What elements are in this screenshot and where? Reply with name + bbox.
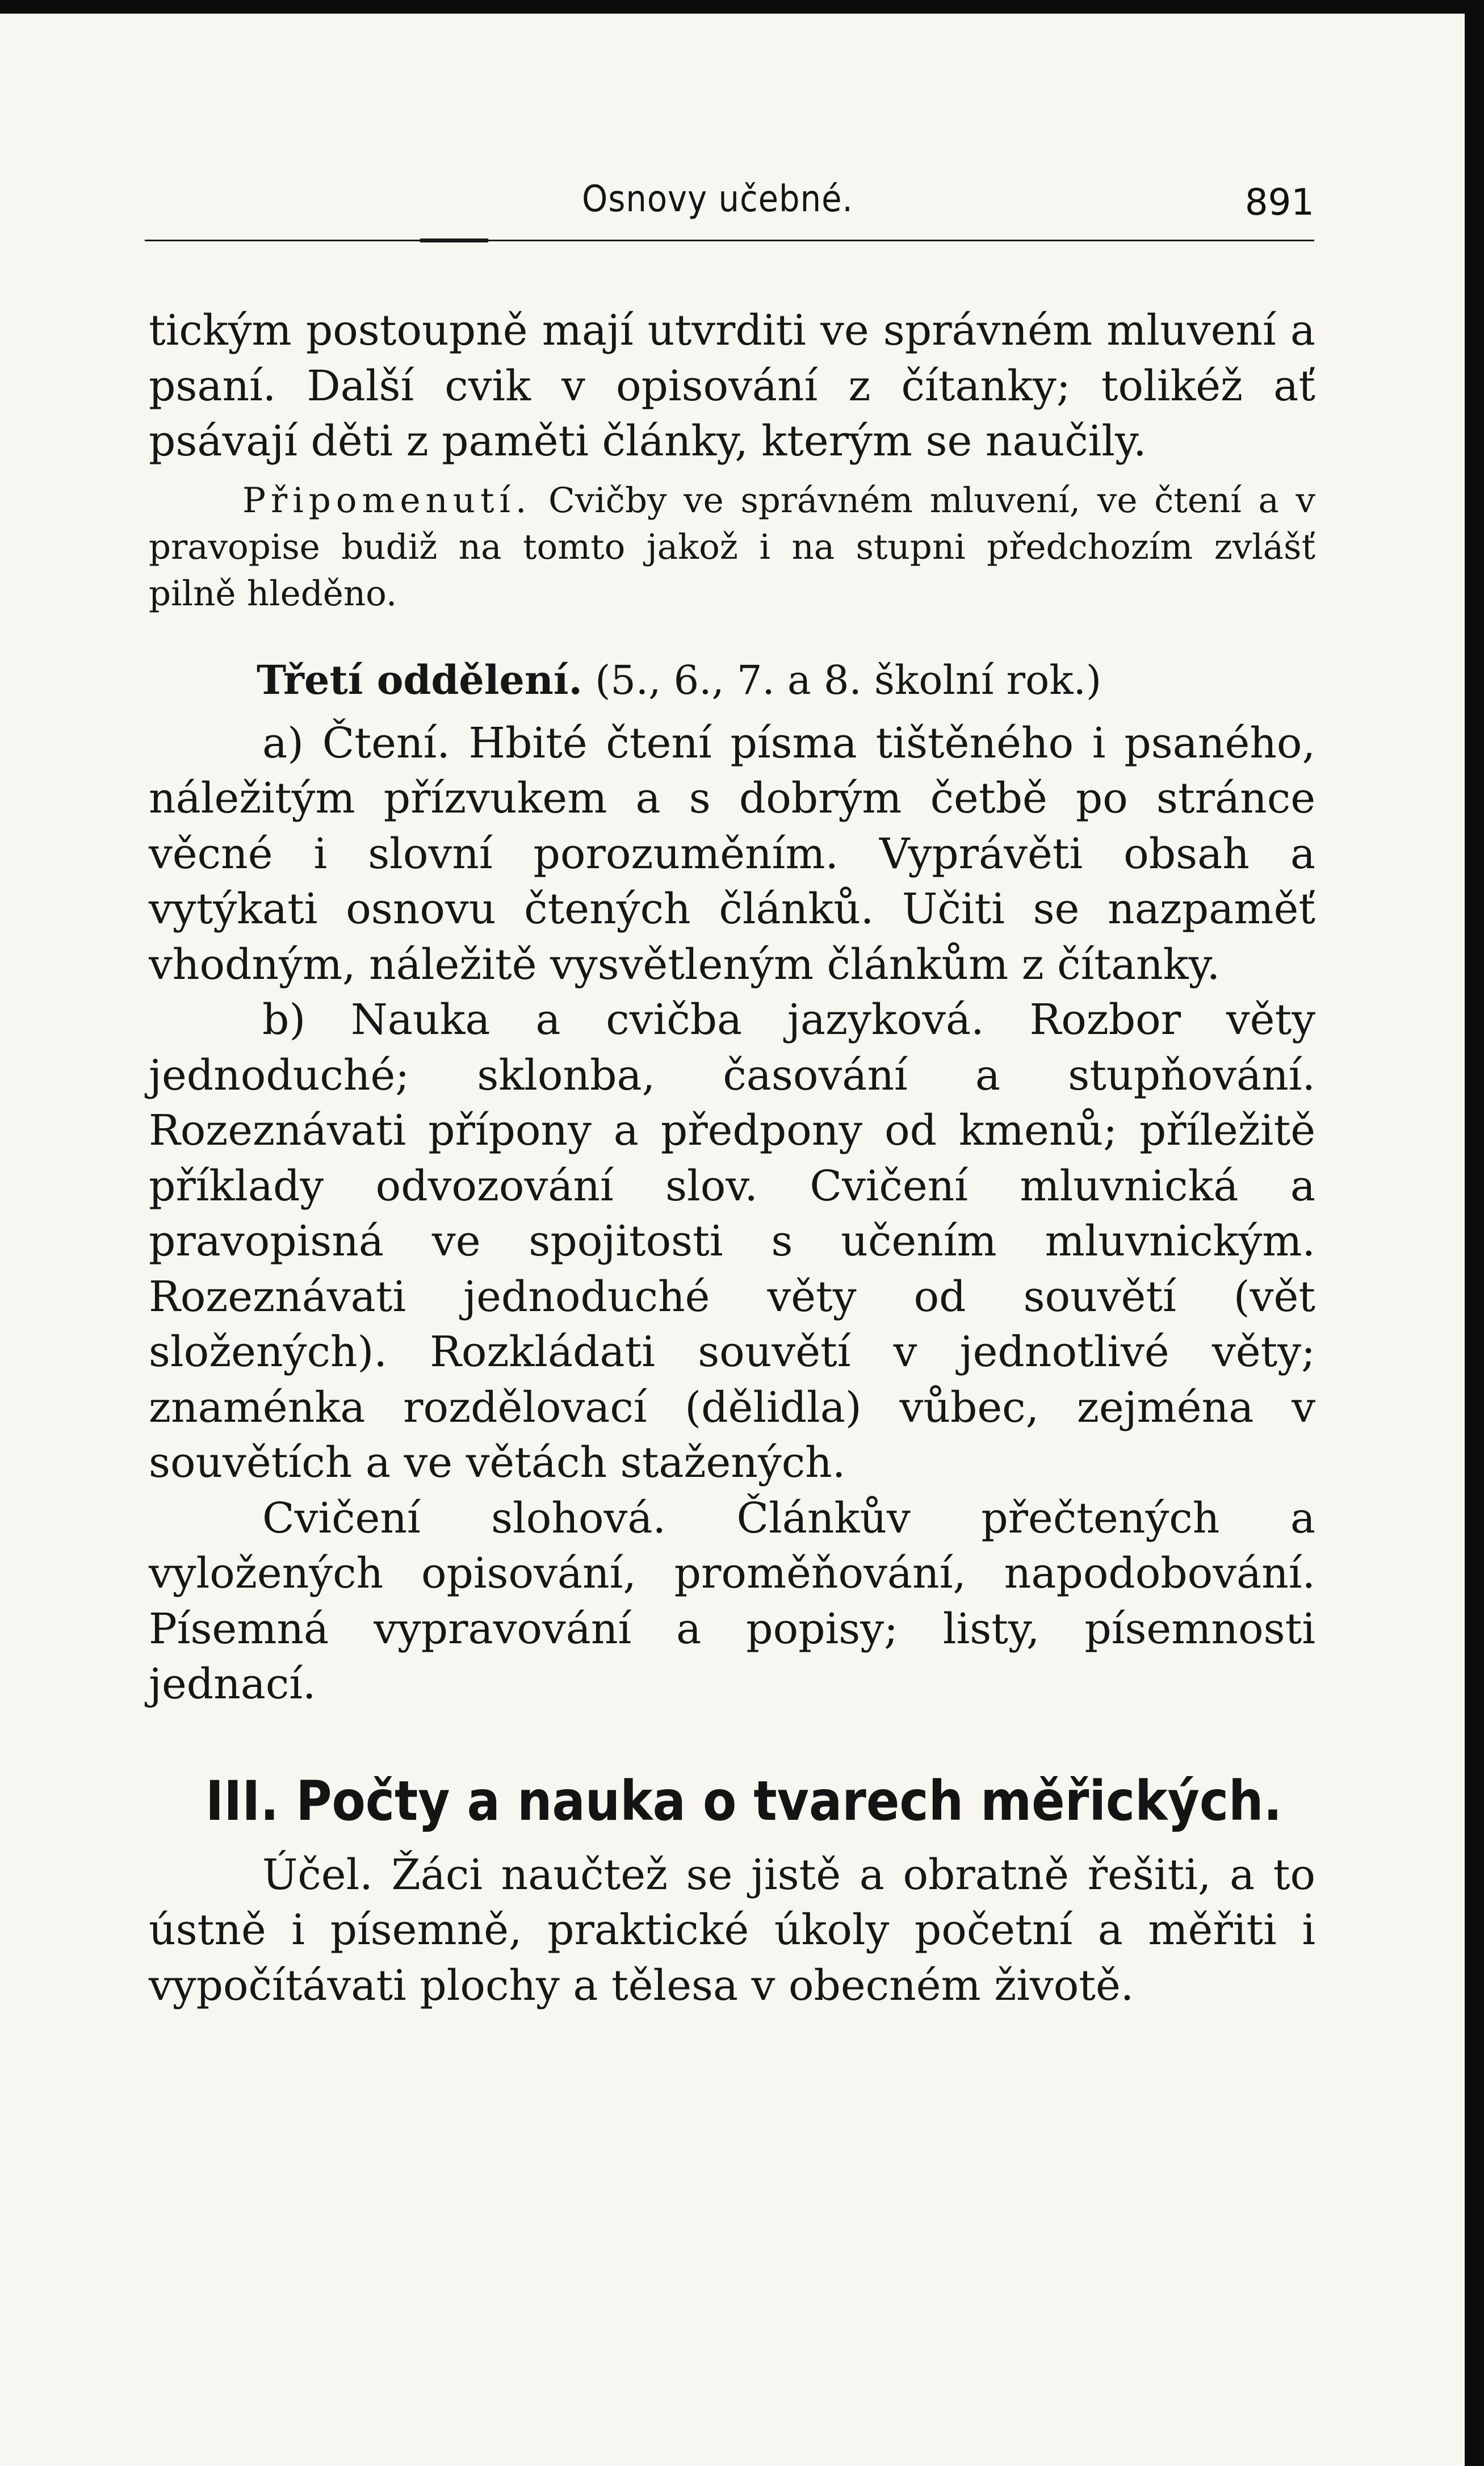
division-heading <box>149 652 1315 708</box>
division-title: Třetí oddělení. <box>257 656 582 704</box>
item-b-language: b) Nauka a cvičba jazyková. Rozbor věty jednoduché; sklonba, časování a stupňování. Rozeznávati přípony a předpony od kmenů; příležitě příklady odvozování slov. Cvičení mluvnická a pravopisná ve spojitosti s učením mluvnickým. Rozeznávati jednoduché věty od souvětí (vět složených). Rozkládati souvětí v jednotlivé věty; znaménka rozdělovací (dělidla) vůbec, zejména v souvětích a ve větách stažených. <box>149 995 1315 1487</box>
continued-paragraph: tickým postoupně mají utvrditi ve správném mluvení a psaní. Další cvik v opisování z čítanky; tolikéž ať psávají děti z paměti články, kterým se naučily. <box>149 306 1315 466</box>
page-number: 891 <box>1244 182 1314 224</box>
item-c-composition: Cvičení slohová. Článkův přečtených a vyložených opisování, proměňování, napodobování. Písemná vypravování a popisy; listy, písemnosti jednací. <box>149 1493 1315 1709</box>
page-body <box>149 303 1315 2013</box>
header-rule <box>145 240 1314 241</box>
item-a-reading: a) Čtení. Hbité čtení písma tištěného i psaného, náležitým přízvukem a s dobrým četbě po stránce věcné i slovní porozuměním. Vyprávěti obsah a vytýkati osnovu čtených článků. Učiti se nazpaměť vhodným, náležitě vysvětleným článkům z čítanky. <box>149 718 1315 989</box>
page-header <box>145 178 1314 241</box>
remark-paragraph <box>149 478 1315 617</box>
section-heading: III. Počty a nauka o tvarech měřických. <box>206 1769 1282 1833</box>
division-years: (5., 6., 7. a 8. školní rok.) <box>582 656 1102 704</box>
header-rule-accent <box>420 238 488 242</box>
remark-label: Připomenutí. <box>242 480 532 521</box>
running-title: Osnovy učebné. <box>582 178 853 220</box>
section-purpose-paragraph: Účel. Žáci naučtež se jistě a obratně řešiti, a to ústně i písemně, praktické úkoly početní a měřiti i vypočítávati plochy a tělesa v obecném životě. <box>149 1850 1315 2010</box>
remark-text: Cvičby ve správném mluvení, ve čtení a v pravopise budiž na tomto jakož i na stupni předchozím zvlášť pilně hleděno. <box>149 480 1315 614</box>
